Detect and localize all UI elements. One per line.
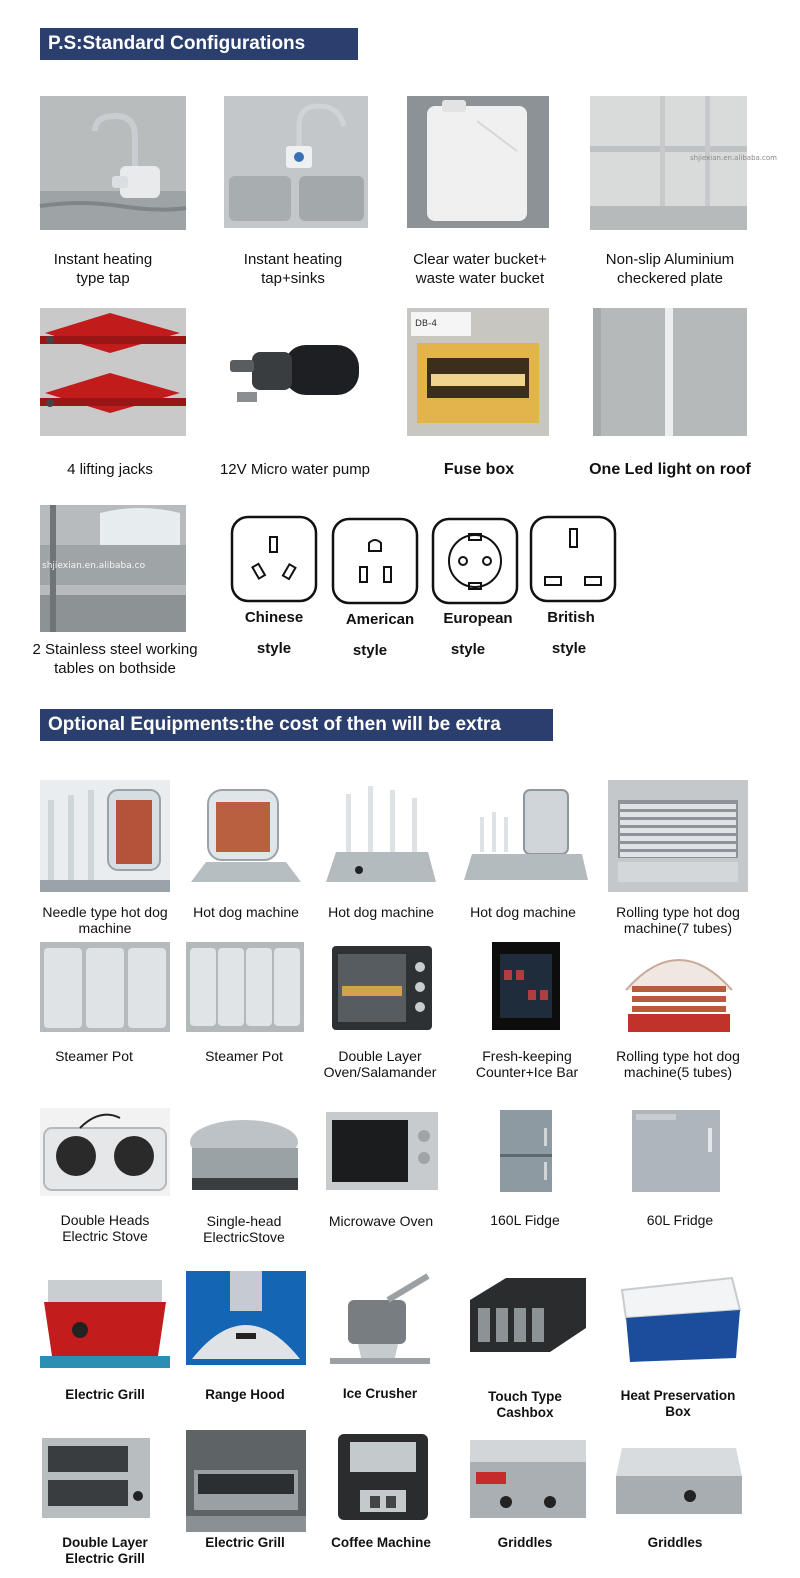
svg-text:shjiexian.en.alibaba.com: shjiexian.en.alibaba.com	[690, 154, 777, 162]
caption-cashbox: Touch Type Cashbox	[488, 1389, 562, 1420]
steamer-pot-photo-2	[186, 942, 304, 1032]
water-bucket-photo	[407, 96, 549, 228]
caption-coffee-machine: Coffee Machine	[331, 1535, 431, 1550]
hotdog-machine-photo-3	[462, 782, 590, 892]
caption-water-bucket: Clear water bucket+ waste water bucket	[413, 251, 547, 287]
tap-with-sinks-photo	[224, 96, 368, 228]
electric-grill-photo-1	[40, 1270, 170, 1368]
steamer-pot-photo-1	[40, 942, 170, 1032]
double-layer-grill-photo	[40, 1432, 152, 1524]
caption-steamer-pot-1: Steamer Pot	[55, 1048, 133, 1064]
caption-double-head-stove: Double Heads Electric Stove	[60, 1212, 150, 1244]
caption-tap-sinks: Instant heating tap+sinks	[243, 251, 343, 287]
lifting-jacks-photo	[40, 308, 186, 436]
double-head-stove-photo	[40, 1108, 170, 1196]
caption-electric-grill-2: Electric Grill	[205, 1535, 285, 1550]
caption-hotdog-3: Hot dog machine	[470, 904, 576, 920]
caption-microwave-oven: Microwave Oven	[328, 1213, 434, 1229]
caption-led-light: One Led light on roof	[589, 461, 751, 478]
socket-style-chinese: style	[256, 640, 292, 657]
caption-hotdog-2: Hot dog machine	[328, 904, 434, 920]
microwave-oven-photo	[324, 1108, 440, 1194]
caption-fresh-keeping: Fresh-keeping Counter+Ice Bar	[475, 1048, 579, 1080]
caption-hotdog-1: Hot dog machine	[193, 904, 299, 920]
griddle-photo-1	[466, 1432, 590, 1524]
caption-lifting-jacks: 4 lifting jacks	[67, 461, 153, 478]
caption-fuse-box: Fuse box	[443, 461, 515, 478]
caption-griddle-1: Griddles	[497, 1535, 553, 1550]
caption-ice-crusher: Ice Crusher	[342, 1386, 418, 1401]
caption-double-layer-grill: Double Layer Electric Grill	[62, 1535, 148, 1566]
working-tables-photo	[40, 505, 186, 632]
caption-rolling-hotdog-7: Rolling type hot dog machine(7 tubes)	[616, 904, 740, 936]
european-socket-icon	[431, 517, 519, 605]
cashbox-photo	[466, 1272, 590, 1360]
svg-text:DB-4: DB-4	[415, 319, 438, 329]
60l-fridge-photo	[628, 1108, 724, 1194]
socket-style-european: style	[450, 641, 486, 658]
caption-aluminium-plate: Non-slip Aluminium checkered plate	[605, 251, 735, 287]
led-light-photo	[593, 308, 747, 436]
fuse-box-photo	[407, 308, 549, 436]
aluminium-plate-photo	[590, 96, 777, 230]
caption-single-head-stove: Single-head ElectricStove	[203, 1213, 285, 1245]
caption-160l-fridge: 160L Fidge	[490, 1212, 560, 1228]
american-socket-icon	[331, 517, 419, 605]
needle-hotdog-machine-photo	[40, 780, 170, 892]
water-pump-photo	[222, 320, 367, 430]
ice-crusher-photo	[328, 1272, 434, 1366]
socket-style-british: style	[551, 640, 587, 657]
caption-60l-fridge: 60L Fridge	[646, 1212, 714, 1228]
svg-text:shjiexian.en.alibaba.co: shjiexian.en.alibaba.co	[42, 561, 146, 571]
socket-label-chinese: Chinese	[244, 609, 304, 626]
chinese-socket-icon	[230, 515, 318, 603]
caption-electric-grill-1: Electric Grill	[65, 1387, 145, 1402]
optional-equipment-banner: Optional Equipments:the cost of then will be extra	[40, 709, 553, 741]
electric-grill-photo-2	[186, 1430, 306, 1532]
caption-double-layer-oven: Double Layer Oven/Salamander	[323, 1048, 437, 1080]
heat-preservation-box-photo	[612, 1270, 746, 1366]
coffee-machine-photo	[330, 1430, 436, 1524]
caption-heat-preservation-box: Heat Preservation Box	[620, 1388, 736, 1419]
caption-rolling-hotdog-5: Rolling type hot dog machine(5 tubes)	[616, 1048, 740, 1080]
160l-fridge-photo	[496, 1108, 556, 1194]
rolling-hotdog-5-photo	[620, 940, 738, 1036]
caption-needle-hotdog: Needle type hot dog machine	[42, 904, 168, 936]
instant-heating-tap-photo	[40, 96, 186, 230]
range-hood-photo	[186, 1271, 306, 1365]
single-head-stove-photo	[186, 1108, 304, 1196]
double-layer-oven-photo	[330, 942, 434, 1034]
caption-range-hood: Range Hood	[205, 1387, 285, 1402]
rolling-hotdog-7-photo	[608, 780, 748, 892]
caption-water-pump: 12V Micro water pump	[219, 461, 371, 478]
british-socket-icon	[529, 515, 617, 603]
hotdog-machine-photo-2	[324, 782, 438, 892]
caption-instant-heating-tap: Instant heating type tap	[53, 251, 153, 287]
hotdog-machine-photo-1	[186, 782, 306, 892]
standard-config-banner: P.S:Standard Configurations	[40, 28, 358, 60]
caption-working-tables: 2 Stainless steel working tables on bothside	[32, 641, 198, 677]
socket-label-american: American	[345, 611, 415, 628]
caption-griddle-2: Griddles	[647, 1535, 703, 1550]
socket-style-american: style	[352, 642, 388, 659]
socket-label-european: European	[443, 610, 513, 627]
socket-label-british: British	[547, 609, 595, 626]
caption-steamer-pot-2: Steamer Pot	[205, 1048, 283, 1064]
griddle-photo-2	[612, 1440, 746, 1520]
fresh-keeping-counter-photo	[490, 940, 562, 1032]
